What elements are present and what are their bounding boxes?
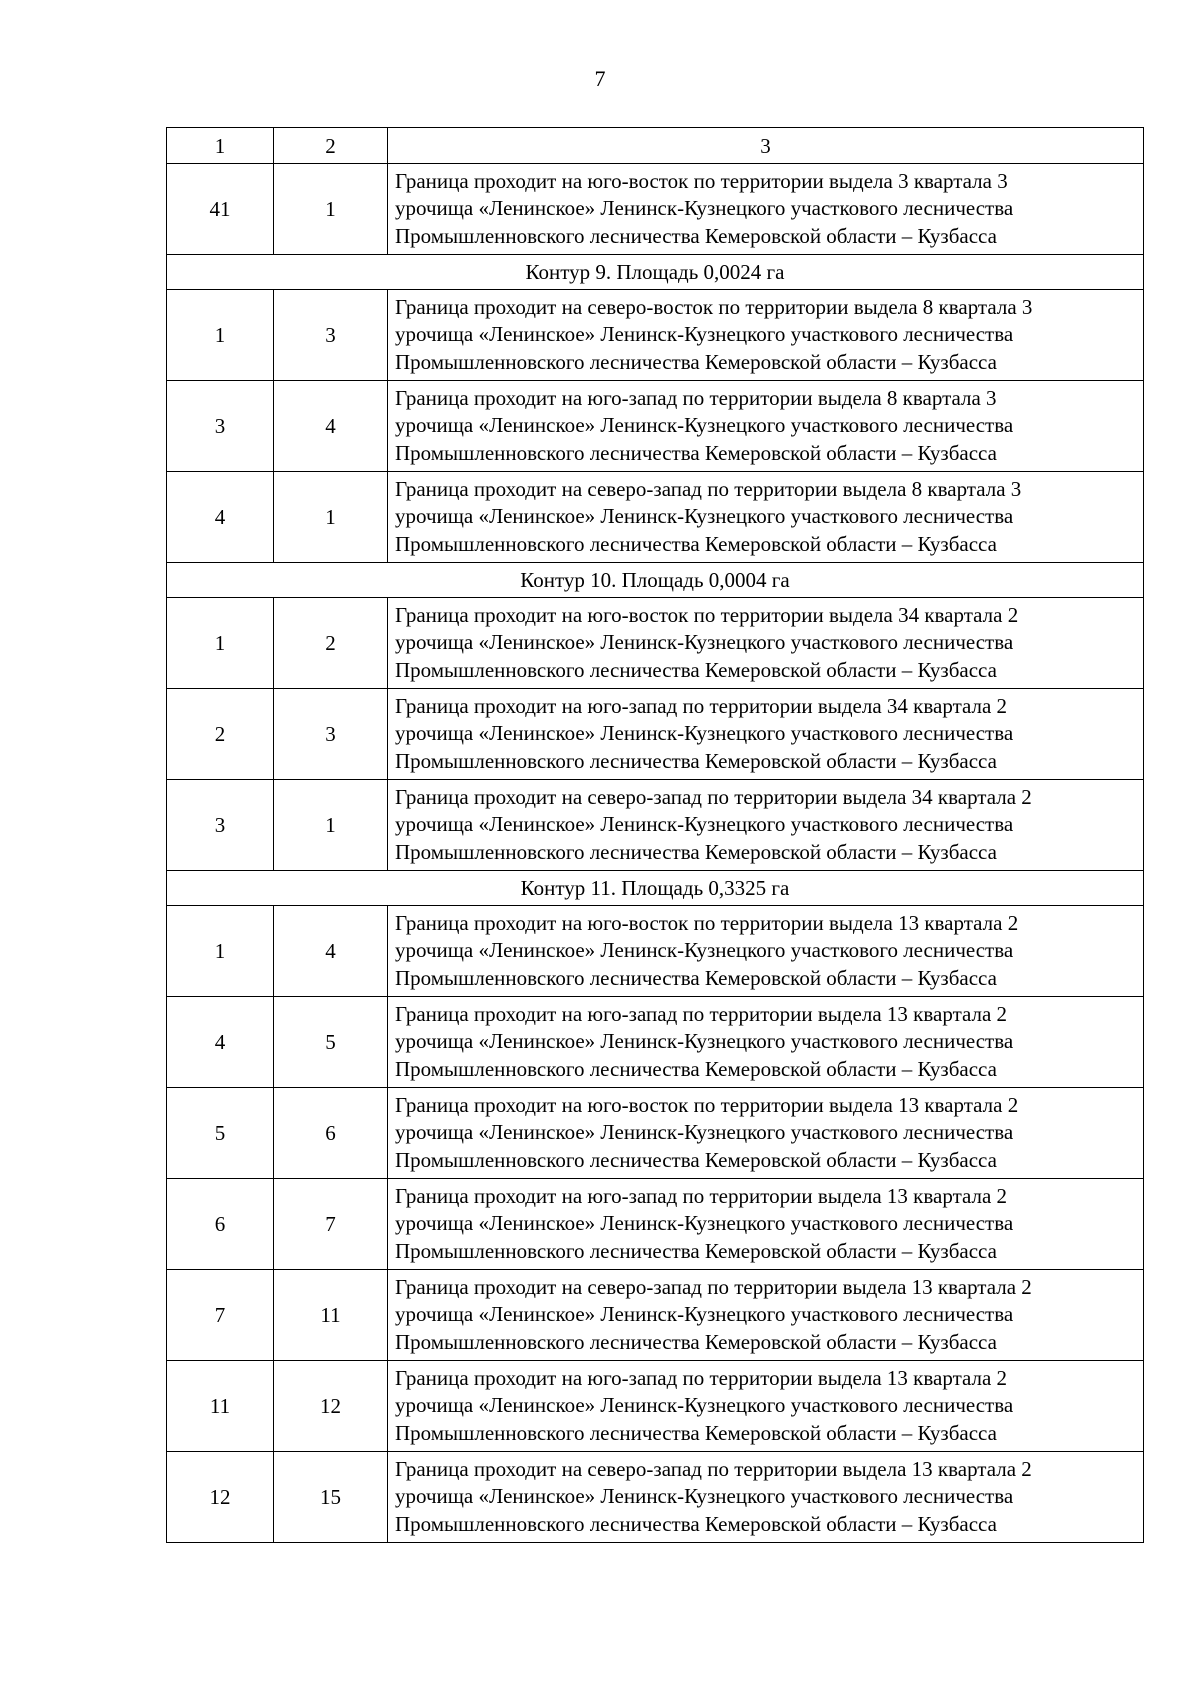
table-row	[167, 1452, 1144, 1543]
point-to-cell: 12	[274, 1361, 388, 1452]
description-line: Промышленновского лесничества Кемеровской области – Кузбасса	[395, 1511, 997, 1536]
boundary-description-cell	[388, 290, 1144, 381]
point-from-cell: 4	[167, 997, 274, 1088]
table-row	[167, 780, 1144, 871]
table-row	[167, 1179, 1144, 1270]
description-line: урочища «Ленинское» Ленинск-Кузнецкого участкового лесничества	[395, 1302, 1014, 1327]
boundary-description-cell	[388, 906, 1144, 997]
description-line: Промышленновского лесничества Кемеровской области – Кузбасса	[395, 748, 997, 773]
description-line: Промышленновского лесничества Кемеровской области – Кузбасса	[395, 965, 997, 990]
boundary-description-cell	[388, 381, 1144, 472]
table-header-row	[167, 128, 1144, 164]
table-row	[167, 1270, 1144, 1361]
point-from-cell: 1	[167, 598, 274, 689]
point-to-cell: 15	[274, 1452, 388, 1543]
point-from-cell: 1	[167, 290, 274, 381]
boundary-table	[166, 127, 1144, 1543]
point-from-cell: 2	[167, 689, 274, 780]
point-from-cell: 5	[167, 1088, 274, 1179]
boundary-description-cell	[388, 598, 1144, 689]
point-from-cell: 3	[167, 381, 274, 472]
point-from-cell: 41	[167, 164, 274, 255]
contour-header-row	[167, 255, 1144, 290]
point-to-cell: 5	[274, 997, 388, 1088]
point-to-cell: 11	[274, 1270, 388, 1361]
description-line: урочища «Ленинское» Ленинск-Кузнецкого участкового лесничества	[395, 1211, 1014, 1236]
description-line: урочища «Ленинское» Ленинск-Кузнецкого участкового лесничества	[395, 721, 1014, 746]
header-cell-1: 1	[167, 128, 274, 164]
description-line: Промышленновского лесничества Кемеровской области – Кузбасса	[395, 531, 997, 556]
point-to-cell: 3	[274, 689, 388, 780]
description-line: Граница проходит на юго-восток по территории выдела 13 квартала 2	[395, 910, 1019, 935]
header-cell-3: 3	[388, 128, 1144, 164]
description-line: Граница проходит на северо-запад по территории выдела 13 квартала 2	[395, 1456, 1032, 1481]
description-line: урочища «Ленинское» Ленинск-Кузнецкого участкового лесничества	[395, 1120, 1014, 1145]
description-line: Граница проходит на северо-запад по территории выдела 8 квартала 3	[395, 476, 1022, 501]
description-line: Граница проходит на юго-запад по территории выдела 13 квартала 2	[395, 1365, 1008, 1390]
description-line: урочища «Ленинское» Ленинск-Кузнецкого участкового лесничества	[395, 322, 1014, 347]
description-line: Граница проходит на юго-запад по территории выдела 8 квартала 3	[395, 385, 997, 410]
description-line: Граница проходит на юго-запад по территории выдела 13 квартала 2	[395, 1001, 1008, 1026]
point-from-cell: 4	[167, 472, 274, 563]
boundary-description-cell	[388, 472, 1144, 563]
point-to-cell: 1	[274, 472, 388, 563]
table-row	[167, 290, 1144, 381]
point-to-cell: 1	[274, 164, 388, 255]
contour-header-row	[167, 563, 1144, 598]
boundary-description-cell	[388, 1179, 1144, 1270]
table-row	[167, 381, 1144, 472]
boundary-description-cell	[388, 1361, 1144, 1452]
description-line: Промышленновского лесничества Кемеровской области – Кузбасса	[395, 1238, 997, 1263]
table-row	[167, 1361, 1144, 1452]
description-line: Промышленновского лесничества Кемеровской области – Кузбасса	[395, 440, 997, 465]
point-from-cell: 1	[167, 906, 274, 997]
boundary-description-cell	[388, 997, 1144, 1088]
description-line: Граница проходит на северо-восток по территории выдела 8 квартала 3	[395, 294, 1033, 319]
description-line: Промышленновского лесничества Кемеровской области – Кузбасса	[395, 1147, 997, 1172]
table-row	[167, 906, 1144, 997]
description-line: Граница проходит на северо-запад по территории выдела 34 квартала 2	[395, 784, 1032, 809]
table-row	[167, 472, 1144, 563]
description-line: Граница проходит на юго-восток по территории выдела 34 квартала 2	[395, 602, 1019, 627]
boundary-description-cell	[388, 780, 1144, 871]
description-line: урочища «Ленинское» Ленинск-Кузнецкого участкового лесничества	[395, 413, 1014, 438]
table-row	[167, 1088, 1144, 1179]
point-to-cell: 6	[274, 1088, 388, 1179]
point-to-cell: 1	[274, 780, 388, 871]
boundary-description-cell	[388, 689, 1144, 780]
point-to-cell: 7	[274, 1179, 388, 1270]
description-line: урочища «Ленинское» Ленинск-Кузнецкого участкового лесничества	[395, 196, 1014, 221]
contour-title: Контур 10. Площадь 0,0004 га	[167, 563, 1144, 598]
description-line: Граница проходит на северо-запад по территории выдела 13 квартала 2	[395, 1274, 1032, 1299]
boundary-description-cell	[388, 164, 1144, 255]
description-line: Граница проходит на юго-восток по территории выдела 3 квартала 3	[395, 168, 1008, 193]
table-row	[167, 689, 1144, 780]
boundary-description-cell	[388, 1088, 1144, 1179]
page-number: 7	[594, 66, 606, 91]
description-line: урочища «Ленинское» Ленинск-Кузнецкого участкового лесничества	[395, 1484, 1014, 1509]
table-row	[167, 164, 1144, 255]
table-row	[167, 598, 1144, 689]
boundary-description-cell	[388, 1270, 1144, 1361]
description-line: Граница проходит на юго-запад по территории выдела 34 квартала 2	[395, 693, 1008, 718]
point-to-cell: 3	[274, 290, 388, 381]
description-line: урочища «Ленинское» Ленинск-Кузнецкого участкового лесничества	[395, 504, 1014, 529]
point-from-cell: 6	[167, 1179, 274, 1270]
contour-title: Контур 9. Площадь 0,0024 га	[167, 255, 1144, 290]
description-line: Промышленновского лесничества Кемеровской области – Кузбасса	[395, 1420, 997, 1445]
description-line: Промышленновского лесничества Кемеровской области – Кузбасса	[395, 223, 997, 248]
boundary-description-cell	[388, 1452, 1144, 1543]
point-to-cell: 4	[274, 906, 388, 997]
point-from-cell: 12	[167, 1452, 274, 1543]
header-cell-2: 2	[274, 128, 388, 164]
point-from-cell: 3	[167, 780, 274, 871]
point-to-cell: 4	[274, 381, 388, 472]
description-line: урочища «Ленинское» Ленинск-Кузнецкого участкового лесничества	[395, 630, 1014, 655]
description-line: урочища «Ленинское» Ленинск-Кузнецкого участкового лесничества	[395, 938, 1014, 963]
description-line: Граница проходит на юго-запад по территории выдела 13 квартала 2	[395, 1183, 1008, 1208]
table-row	[167, 997, 1144, 1088]
description-line: урочища «Ленинское» Ленинск-Кузнецкого участкового лесничества	[395, 1029, 1014, 1054]
point-from-cell: 7	[167, 1270, 274, 1361]
description-line: Граница проходит на юго-восток по территории выдела 13 квартала 2	[395, 1092, 1019, 1117]
point-to-cell: 2	[274, 598, 388, 689]
contour-header-row	[167, 871, 1144, 906]
contour-title: Контур 11. Площадь 0,3325 га	[167, 871, 1144, 906]
point-from-cell: 11	[167, 1361, 274, 1452]
description-line: Промышленновского лесничества Кемеровской области – Кузбасса	[395, 349, 997, 374]
description-line: Промышленновского лесничества Кемеровской области – Кузбасса	[395, 1056, 997, 1081]
description-line: Промышленновского лесничества Кемеровской области – Кузбасса	[395, 839, 997, 864]
description-line: урочища «Ленинское» Ленинск-Кузнецкого участкового лесничества	[395, 812, 1014, 837]
description-line: Промышленновского лесничества Кемеровской области – Кузбасса	[395, 1329, 997, 1354]
description-line: Промышленновского лесничества Кемеровской области – Кузбасса	[395, 657, 997, 682]
description-line: урочища «Ленинское» Ленинск-Кузнецкого участкового лесничества	[395, 1393, 1014, 1418]
